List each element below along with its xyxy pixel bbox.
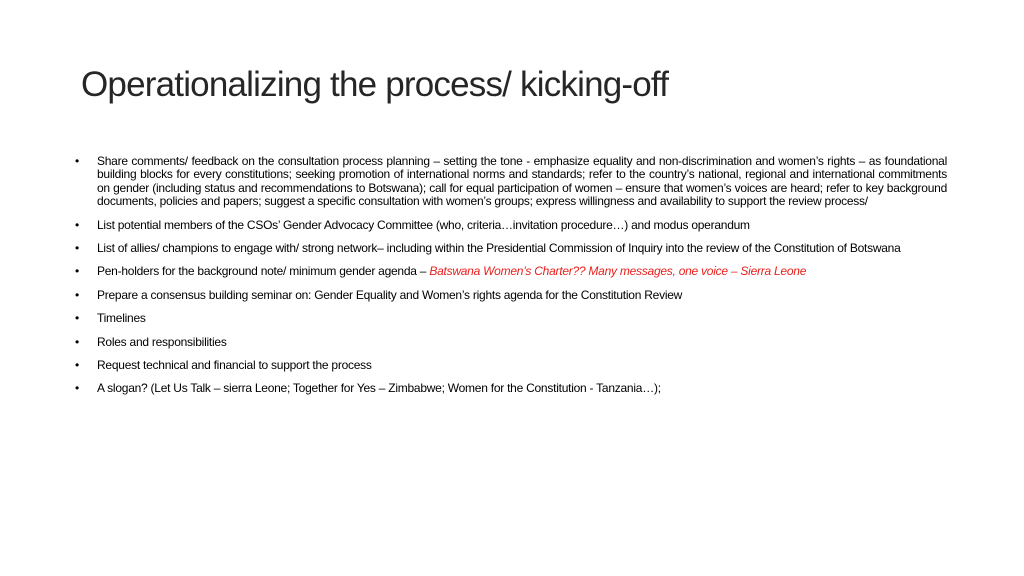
slide-title: Operationalizing the process/ kicking-off — [81, 65, 669, 104]
bullet-item — [75, 155, 947, 209]
bullet-text: Timelines — [97, 311, 146, 326]
bullet-text: Share comments/ feedback on the consultation process planning – setting the tone - emphasize equality and non-discrimination and women’s rights – as foundational building blocks for every constitutions; seeking promotion of international norms and standards; refer to the country’s national, regional and international commitments on gender (including status and recommendations to Botswana); call for equal participation of women – ensure that women’s voices are heard; refer to key background documents, policies and papers; suggest a specific consultation with women’s groups; express willingness and availability to support the review process/ — [97, 154, 947, 209]
bullet-text: Request technical and financial to support the process — [97, 358, 372, 373]
bullet-text: Prepare a consensus building seminar on: Gender Equality and Women’s rights agenda for the Constitution Review — [97, 287, 683, 302]
bullet-list — [75, 155, 947, 406]
bullet-item — [75, 265, 947, 278]
bullet-item — [75, 382, 947, 395]
bullet-item — [75, 336, 947, 349]
bullet-item — [75, 242, 947, 255]
bullet-text: List potential members of the CSOs’ Gender Advocacy Committee (who, criteria…invitation procedure…) and modus operandum — [97, 217, 750, 232]
bullet-item — [75, 312, 947, 325]
bullet-text: A slogan? (Let Us Talk – sierra Leone; Together for Yes – Zimbabwe; Women for the Constitution - Tanzania…); — [97, 381, 661, 396]
bullet-text: List of allies/ champions to engage with/ strong network– including within the Presidential Commission of Inquiry into the review of the Constitution of Botswana — [97, 241, 901, 256]
bullet-text: Pen-holders for the background note/ minimum gender agenda – — [97, 264, 430, 279]
bullet-item — [75, 219, 947, 232]
bullet-item — [75, 289, 947, 302]
highlighted-text: Batswana Women’s Charter?? Many messages, one voice – Sierra Leone — [429, 264, 807, 279]
bullet-item — [75, 359, 947, 372]
bullet-text: Roles and responsibilities — [97, 334, 227, 349]
